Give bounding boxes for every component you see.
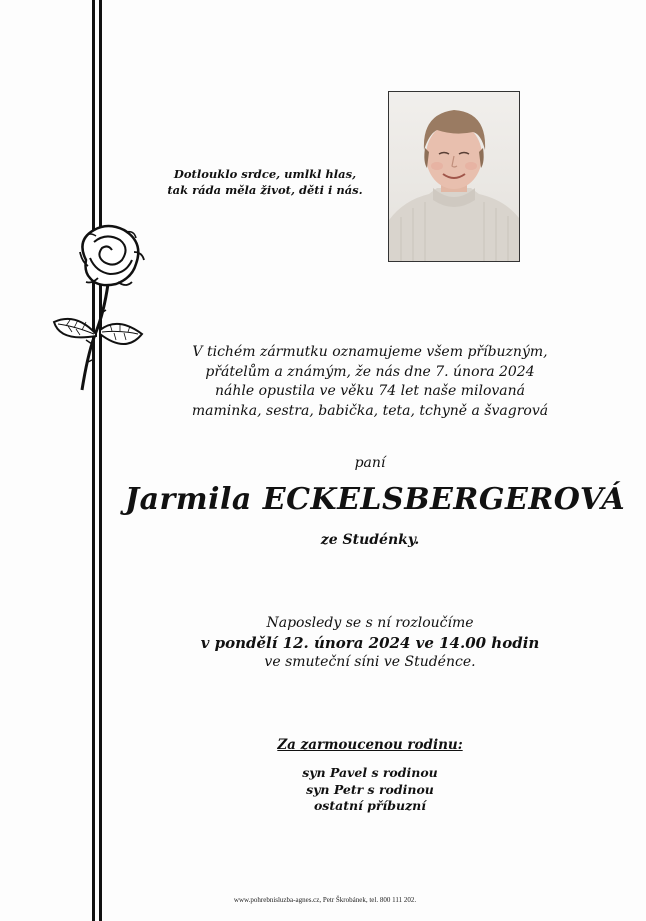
border-line-right — [99, 0, 102, 921]
announcement-line: přátelům a známým, že nás dne 7. února 2024 — [205, 363, 535, 380]
border-line-left — [92, 0, 95, 921]
announcement-text — [160, 343, 580, 421]
footer-contact: www.pohrebnisluzba-agnes.cz, Petr Škrobánek, tel. 800 111 202. — [233, 896, 417, 904]
rose-icon — [46, 222, 154, 392]
family-member: syn Pavel s rodinou — [302, 765, 438, 780]
origin-town: ze Studénky. — [320, 532, 420, 548]
announcement-line: V tichém zármutku oznamujeme všem příbuzným, — [192, 344, 548, 360]
family-member: ostatní příbuzní — [313, 798, 427, 813]
family-member: syn Petr s rodinou — [306, 781, 434, 797]
farewell-place: ve smuteční síni ve Studénce. — [264, 654, 476, 670]
family-heading: Za zarmoucenou rodinu: — [277, 737, 463, 753]
farewell-line: Naposledy se s ní rozloučíme — [266, 615, 474, 631]
portrait-photo — [388, 91, 520, 262]
announcement-line: náhle opustila ve věku 74 let naše milovaná — [214, 383, 526, 399]
farewell-date: v pondělí 12. února 2024 ve 14.00 hodin — [200, 633, 540, 652]
salutation: paní — [354, 455, 386, 471]
announcement-line: maminka, sestra, babička, teta, tchyně a švagrová — [191, 402, 549, 419]
portrait-photo-image — [389, 92, 519, 261]
family-list — [160, 765, 580, 815]
motto — [150, 166, 380, 198]
deceased-name: Jarmila ECKELSBERGEROVÁ — [124, 482, 626, 517]
motto-line: tak ráda měla život, děti i nás. — [167, 183, 363, 197]
farewell-details — [160, 614, 580, 673]
motto-line: Dotlouklo srdce, umlkl hlas, — [173, 167, 357, 181]
